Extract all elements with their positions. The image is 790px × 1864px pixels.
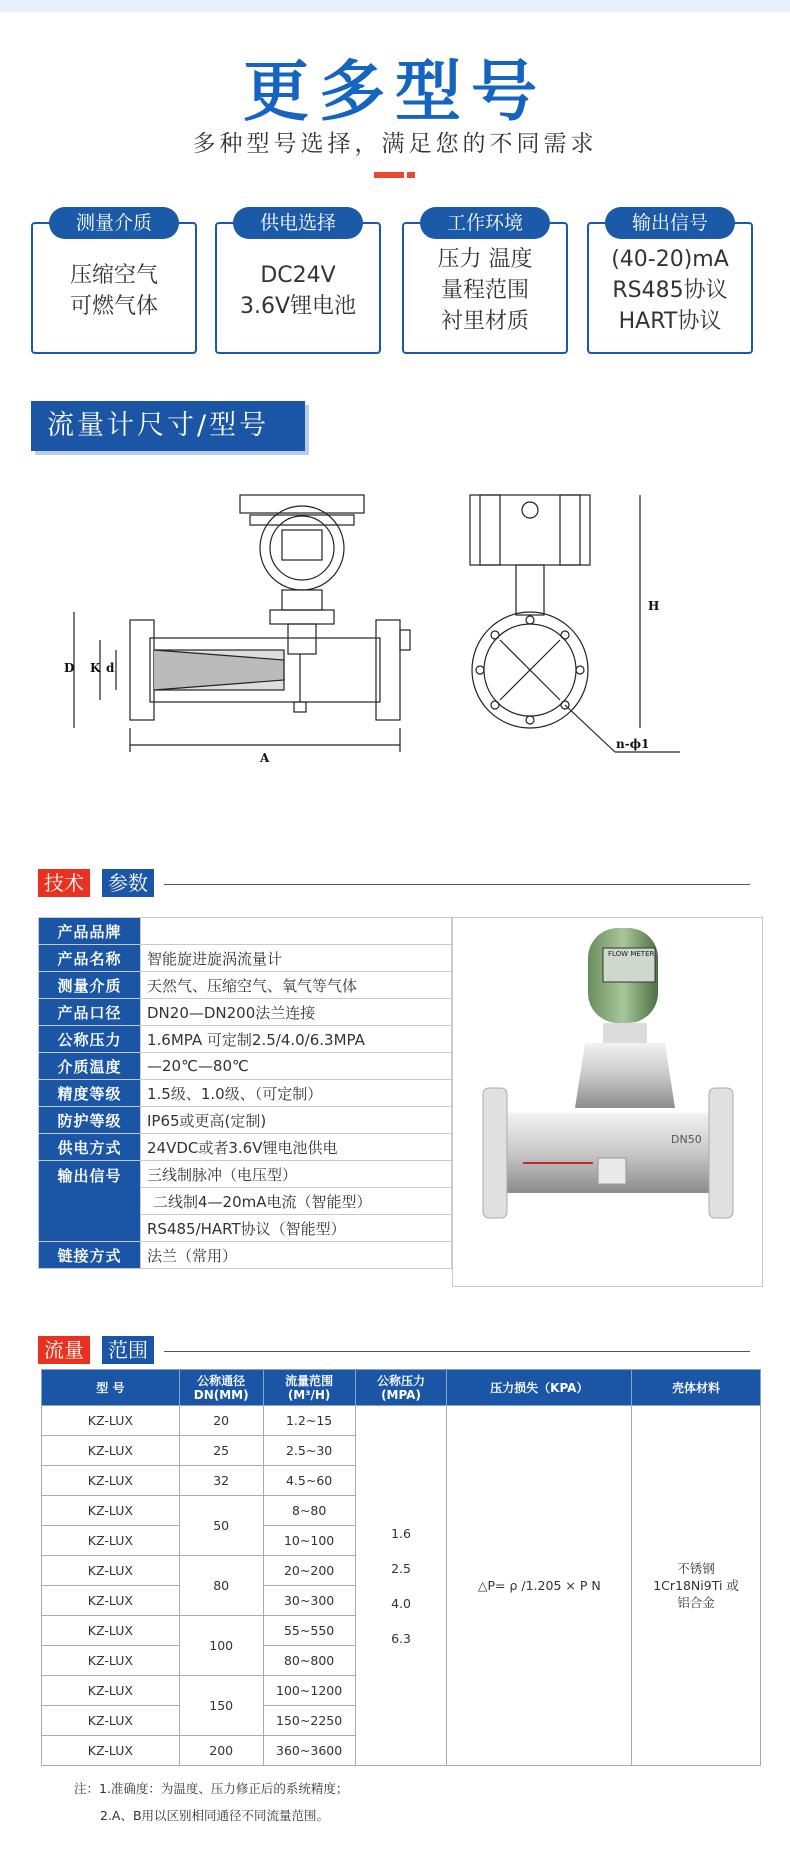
column-header: 壳体材料 xyxy=(632,1370,761,1406)
card-line: (40-20)mA xyxy=(611,247,729,272)
pressure-value: 4.0 xyxy=(391,1595,411,1611)
column-header: 型 号 xyxy=(42,1370,180,1406)
card-line: 衬里材质 xyxy=(440,309,529,334)
feature-card-medium xyxy=(31,212,197,354)
material-cell xyxy=(632,1406,761,1766)
card-line: 压缩空气 xyxy=(69,263,158,288)
column-header: 压力损失（KPA） xyxy=(447,1370,632,1406)
dn-cell: 25 xyxy=(179,1436,263,1466)
section-label-red: 流量 xyxy=(38,1336,90,1364)
spec-value: DN20—DN200法兰连接 xyxy=(141,999,452,1026)
spec-key: 精度等级 xyxy=(39,1080,141,1107)
card-line: 3.6V锂电池 xyxy=(239,294,357,319)
model-cell: KZ-LUX xyxy=(42,1436,180,1466)
table-row xyxy=(39,1134,452,1161)
model-cell: KZ-LUX xyxy=(42,1706,180,1736)
pressure-value: 6.3 xyxy=(391,1630,411,1646)
table-row xyxy=(39,1161,452,1188)
flow-range-table xyxy=(41,1369,761,1766)
dimension-label: H xyxy=(648,599,660,613)
loss-cell: △P= ρ /1.205 × P N xyxy=(447,1406,632,1766)
material-line: 不锈钢 xyxy=(677,1561,715,1576)
spec-table xyxy=(38,917,452,1269)
top-bar xyxy=(0,0,790,12)
range-cell: 80~800 xyxy=(263,1646,355,1676)
card-tab: 输出信号 xyxy=(605,207,735,239)
dimension-label: d xyxy=(106,661,115,675)
material-line: 铝合金 xyxy=(677,1595,715,1610)
spec-key: 公称压力 xyxy=(39,1026,141,1053)
spec-value: 智能旋进旋涡流量计 xyxy=(141,945,452,972)
dn-cell: 80 xyxy=(179,1556,263,1616)
spec-value: 法兰（常用） xyxy=(141,1242,452,1269)
size-section-banner: 流量计尺寸/型号 xyxy=(31,401,305,451)
table-row xyxy=(39,972,452,999)
page-subtitle: 多种型号选择，满足您的不同需求 xyxy=(192,131,598,157)
column-header: 公称通径 DN(MM) xyxy=(179,1370,263,1406)
spec-value: 二线制4—20mA电流（智能型） xyxy=(141,1188,452,1215)
card-line: DC24V xyxy=(260,263,336,288)
spec-key: 链接方式 xyxy=(39,1242,141,1269)
spec-key: 产品品牌 xyxy=(39,918,141,945)
section-label-blue: 范围 xyxy=(102,1336,154,1364)
range-cell: 100~1200 xyxy=(263,1676,355,1706)
model-cell: KZ-LUX xyxy=(42,1736,180,1766)
table-row xyxy=(39,1080,452,1107)
spec-value: IP65或更高(定制) xyxy=(141,1107,452,1134)
table-row xyxy=(39,945,452,972)
feature-card-environment xyxy=(402,212,568,354)
card-line: HART协议 xyxy=(618,309,722,334)
spec-value: 24VDC或者3.6V锂电池供电 xyxy=(141,1134,452,1161)
product-photo xyxy=(452,917,763,1287)
dn-cell: 20 xyxy=(179,1406,263,1436)
pressure-value: 1.6 xyxy=(391,1525,411,1541)
dimension-label: n-ϕ1 xyxy=(616,737,650,751)
model-cell: KZ-LUX xyxy=(42,1646,180,1676)
spec-key: 防护等级 xyxy=(39,1107,141,1134)
spec-value: RS485/HART协议（智能型） xyxy=(141,1215,452,1242)
table-row xyxy=(39,918,452,945)
note-line: 2.A、B用以区别相同通径不同流量范围。 xyxy=(100,1808,330,1823)
spec-value: 1.6MPA 可定制2.5/4.0/6.3MPA xyxy=(141,1026,452,1053)
dn-cell: 150 xyxy=(179,1676,263,1736)
range-cell: 150~2250 xyxy=(263,1706,355,1736)
card-tab: 工作环境 xyxy=(420,207,550,239)
range-cell: 2.5~30 xyxy=(263,1436,355,1466)
meter-label: FLOW METER xyxy=(608,950,655,958)
range-cell: 20~200 xyxy=(263,1556,355,1586)
table-row xyxy=(39,999,452,1026)
model-cell: KZ-LUX xyxy=(42,1676,180,1706)
dimension-label: K xyxy=(90,661,101,675)
dimension-label: D xyxy=(64,661,75,675)
model-cell: KZ-LUX xyxy=(42,1406,180,1436)
title-accent xyxy=(374,172,404,178)
feature-card-power xyxy=(215,212,381,354)
range-cell: 4.5~60 xyxy=(263,1466,355,1496)
spec-value xyxy=(141,918,452,945)
flow-section-header xyxy=(38,1336,750,1364)
model-cell: KZ-LUX xyxy=(42,1616,180,1646)
model-cell: KZ-LUX xyxy=(42,1556,180,1586)
card-line: RS485协议 xyxy=(612,278,728,303)
page-title: 更多型号 xyxy=(243,53,547,130)
title-accent-dot xyxy=(407,172,415,178)
model-cell: KZ-LUX xyxy=(42,1496,180,1526)
spec-value: —20℃—80℃ xyxy=(141,1053,452,1080)
column-header: 流量范围 (M³/H) xyxy=(263,1370,355,1406)
spec-value: 1.5级、1.0级、（可定制） xyxy=(141,1080,452,1107)
spec-key: 供电方式 xyxy=(39,1134,141,1161)
note-line: 注：1.准确度：为温度、压力修正后的系统精度； xyxy=(74,1781,349,1796)
range-cell: 8~80 xyxy=(263,1496,355,1526)
table-row xyxy=(42,1406,761,1436)
range-cell: 360~3600 xyxy=(263,1736,355,1766)
spec-key: 介质温度 xyxy=(39,1053,141,1080)
model-cell: KZ-LUX xyxy=(42,1586,180,1616)
card-tab: 供电选择 xyxy=(233,207,363,239)
table-row xyxy=(39,1053,452,1080)
model-cell: KZ-LUX xyxy=(42,1466,180,1496)
spec-value: 天然气、压缩空气、氧气等气体 xyxy=(141,972,452,999)
model-cell: KZ-LUX xyxy=(42,1526,180,1556)
table-notes xyxy=(74,1775,348,1829)
pressure-cell xyxy=(355,1406,447,1766)
card-tab: 测量介质 xyxy=(49,207,179,239)
section-label-blue: 参数 xyxy=(102,869,154,897)
feature-card-output xyxy=(587,212,753,354)
tech-section-header xyxy=(38,869,750,897)
pipe-label: DN50 xyxy=(671,1133,702,1146)
range-cell: 1.2~15 xyxy=(263,1406,355,1436)
table-row xyxy=(39,1107,452,1134)
range-cell: 10~100 xyxy=(263,1526,355,1556)
dimension-label: A xyxy=(260,751,270,765)
dn-cell: 200 xyxy=(179,1736,263,1766)
spec-key: 产品口径 xyxy=(39,999,141,1026)
section-label-red: 技术 xyxy=(38,869,90,897)
card-line: 可燃气体 xyxy=(69,294,158,319)
material-line: 1Cr18Ni9Ti 或 xyxy=(653,1578,739,1593)
spec-key: 产品名称 xyxy=(39,945,141,972)
card-line: 压力 温度 xyxy=(437,247,533,272)
dn-cell: 100 xyxy=(179,1616,263,1676)
dn-cell: 50 xyxy=(179,1496,263,1556)
range-cell: 30~300 xyxy=(263,1586,355,1616)
table-row xyxy=(39,1026,452,1053)
spec-key: 测量介质 xyxy=(39,972,141,999)
dn-cell: 32 xyxy=(179,1466,263,1496)
card-line: 量程范围 xyxy=(440,278,529,303)
column-header: 公称压力 (MPA) xyxy=(355,1370,447,1406)
dimension-drawing xyxy=(60,490,760,820)
spec-key: 输出信号 xyxy=(39,1161,141,1242)
table-row xyxy=(39,1242,452,1269)
spec-value: 三线制脉冲（电压型） xyxy=(141,1161,452,1188)
range-cell: 55~550 xyxy=(263,1616,355,1646)
pressure-value: 2.5 xyxy=(391,1560,411,1576)
